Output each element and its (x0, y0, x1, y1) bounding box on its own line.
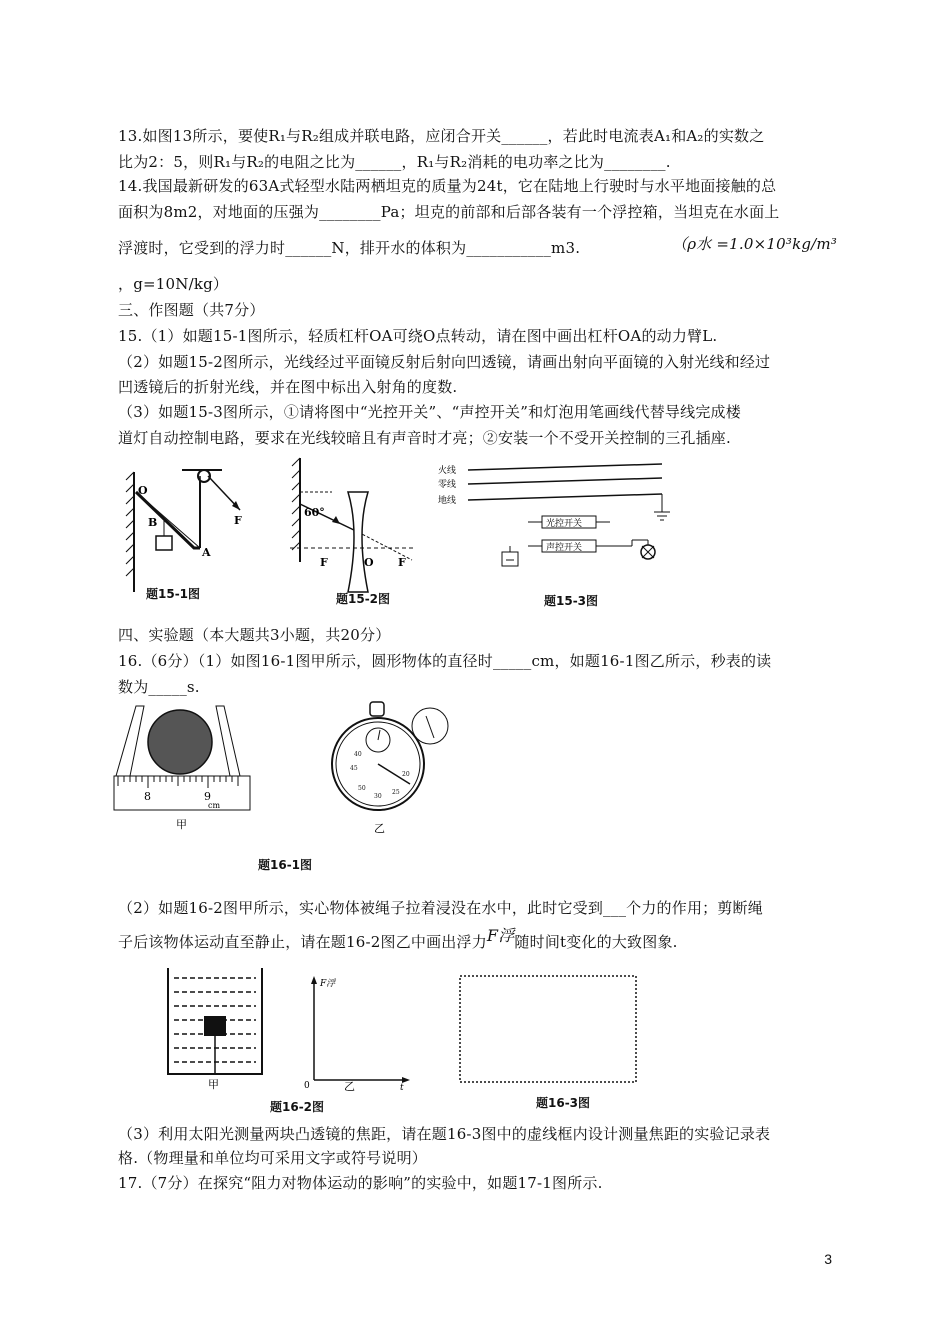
caption-15-2: 题15-2图 (336, 592, 391, 606)
q16-3-line-1: （3）利用太阳光测量两块凸透镜的焦距，请在题16-3图中的虚线框内设计测量焦距的实验记录表 (118, 1125, 771, 1143)
q14-line-4: ，g=10N/kg） (118, 275, 229, 293)
caption-15-1: 题15-1图 (146, 587, 201, 601)
sound-switch-label: 声控开关 (546, 543, 583, 553)
svg-text:20: 20 (402, 771, 410, 778)
q15-2-line-1: （2）如题15-2图所示，光线经过平面镜反射后射向凹透镜，请画出射向平面镜的入射光线和经过 (118, 353, 771, 371)
ground-wire-label: 地线 (438, 496, 457, 506)
page-number: 3 (824, 1251, 832, 1267)
label-yi: 乙 (374, 822, 385, 835)
label-o: O (138, 484, 148, 497)
caption-16-1: 题16-1图 (258, 858, 313, 872)
svg-text:50: 50 (358, 785, 366, 792)
q15-2-line-2: 凹透镜后的折射光线，并在图中标出入射角的度数. (118, 378, 458, 396)
label-jia: 甲 (176, 818, 187, 831)
label-b: B (148, 516, 158, 529)
figure-16-1-jia (112, 700, 252, 840)
q13-line-1: 13.如图13所示，要使R₁与R₂组成并联电路，应闭合开关______，若此时电流表A₁和A₂的实数之 (118, 127, 765, 145)
angle-label: 60° (304, 506, 325, 519)
q14-line-1: 14.我国最新研发的63A式轻型水陆两栖坦克的质量为24t，它在陆地上行驶时与水平地面接触的总 (118, 177, 777, 195)
q14-line-2: 面积为8m2，对地面的压强为________Pa；坦克的前部和后部各装有一个浮控箱，当坦克在水面上 (118, 203, 780, 221)
svg-text:30: 30 (374, 793, 382, 800)
figure-16-2-yi (296, 972, 416, 1092)
caption-15-3: 题15-3图 (544, 594, 599, 608)
live-wire-label: 火线 (438, 466, 457, 476)
tick-9: 9 (204, 790, 211, 803)
figure-15-2 (288, 452, 418, 612)
q16-2-line-1: （2）如题16-2图甲所示，实心物体被绳子拉着浸没在水中，此时它受到___个力的作用；剪断绳 (118, 899, 763, 917)
section-3-heading: 三、作图题（共7分） (118, 301, 265, 319)
optical-center: O (364, 556, 374, 569)
f-float-symbol: F浮 (486, 926, 515, 945)
q14-formula: （ρ水 =1.0×10³kg/m³ (672, 235, 838, 253)
figure-16-3-box (454, 970, 644, 1090)
figure-15-3 (436, 460, 696, 600)
q15-3-line-2: 道灯自动控制电路，要求在光线较暗且有声音时才亮；②安装一个不受开关控制的三孔插座. (118, 429, 731, 447)
caption-16-2: 题16-2图 (270, 1100, 325, 1114)
section-4-heading: 四、实验题（本大题共3小题，共20分） (118, 626, 391, 644)
q17-text: 17.（7分）在探究“阻力对物体运动的影响”的实验中，如题17-1图所示. (118, 1174, 603, 1192)
label-f: F (234, 514, 242, 527)
caption-16-3: 题16-3图 (536, 1096, 591, 1110)
svg-text:25: 25 (392, 789, 400, 796)
label-yi-16-2: 乙 (344, 1080, 355, 1092)
q14-line-3: 浮渡时，它受到的浮力时______N，排开水的体积为___________m3. (118, 239, 581, 257)
q16-2-line-2 (118, 926, 678, 952)
focus-left: F (320, 556, 328, 569)
tick-8: 8 (144, 790, 151, 803)
origin-label: 0 (304, 1081, 310, 1091)
q16-3-line-2: 格.（物理量和单位均可采用文字或符号说明） (118, 1149, 427, 1167)
q16-2-text-end: 随时间t变化的大致图象. (514, 933, 678, 951)
q13-line-2: 比为2：5，则R₁与R₂的电阻之比为______，R₁与R₂消耗的电功率之比为________. (118, 153, 671, 171)
figure-16-1-yi (330, 698, 470, 848)
svg-text:40: 40 (354, 751, 362, 758)
svg-text:45: 45 (350, 765, 358, 772)
q15-3-line-1: （3）如题15-3图所示，①请将图中“光控开关”、“声控开关”和灯泡用笔画线代替导线完成楼 (118, 403, 741, 421)
figure-16-2-jia (160, 962, 270, 1092)
neutral-wire-label: 零线 (438, 480, 457, 490)
focus-right: F (398, 556, 406, 569)
q15-1-text: 15.（1）如题15-1图所示，轻质杠杆OA可绕O点转动，请在图中画出杠杆OA的动力臂L. (118, 327, 718, 345)
label-jia-16-2: 甲 (208, 1078, 219, 1091)
q16-1-line-1: 16.（6分）（1）如图16-1图甲所示，圆形物体的直径时_____cm，如题16-1图乙所示，秒表的读 (118, 652, 772, 670)
axis-y-label: F浮 (320, 979, 336, 989)
q16-2-text: 子后该物体运动直至静止，请在题16-2图乙中画出浮力 (118, 933, 487, 951)
axis-x-label: t (400, 1083, 404, 1092)
light-switch-label: 光控开关 (546, 519, 583, 529)
unit-cm: cm (208, 801, 221, 810)
q16-1-line-2: 数为_____s. (118, 678, 200, 696)
label-a: A (202, 546, 211, 559)
